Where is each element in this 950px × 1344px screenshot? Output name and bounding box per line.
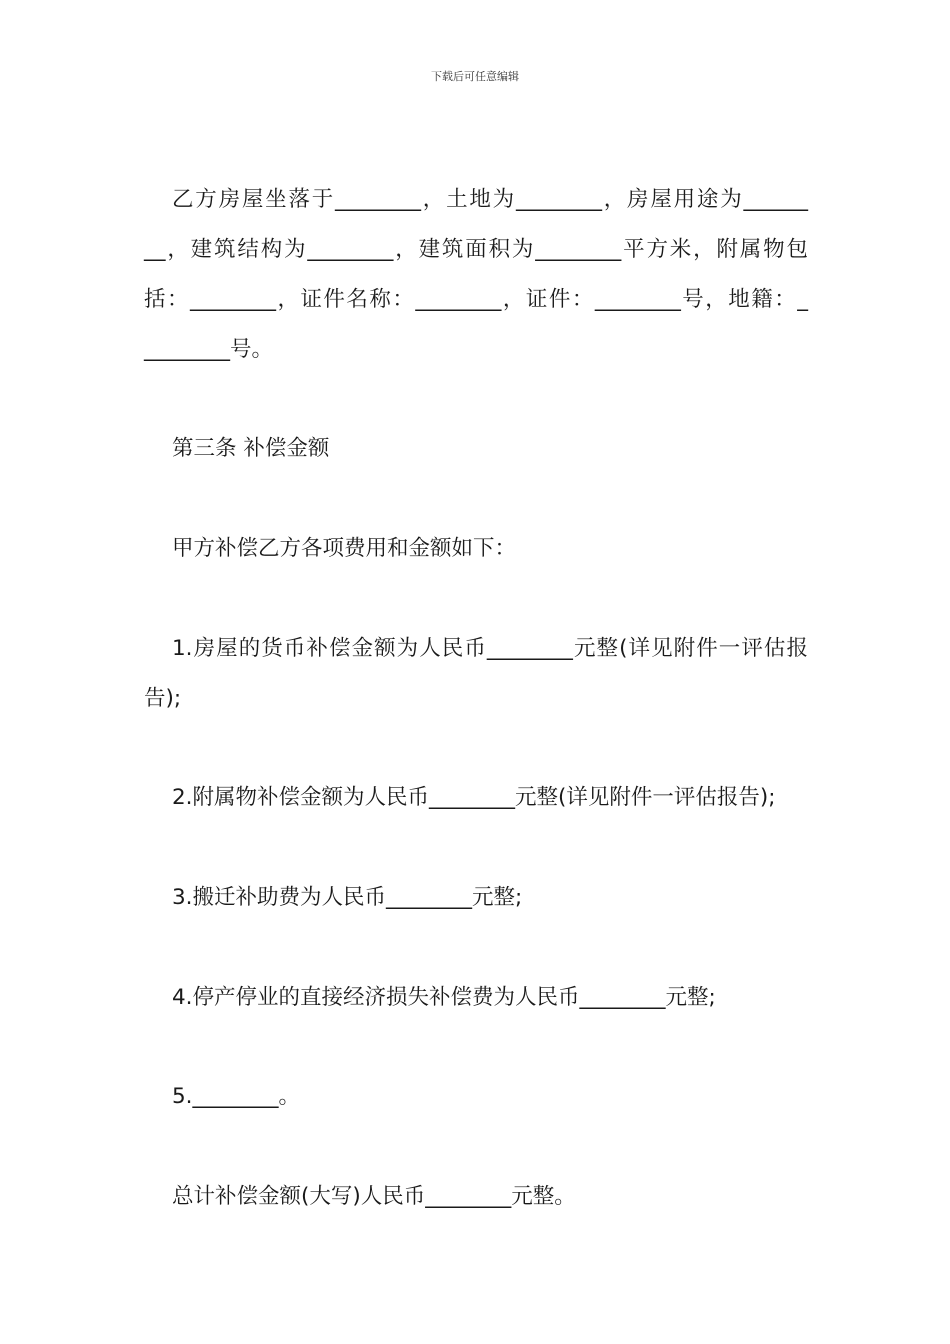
intro-text: 甲方补偿乙方各项费用和金额如下：	[172, 536, 517, 561]
item-5: 5.________。	[172, 1084, 301, 1109]
item-3: 3.搬迁补助费为人民币________元整;	[172, 885, 523, 910]
location-line-4: ________号。	[144, 337, 274, 362]
item-2: 2.附属物补偿金额为人民币________元整(详见附件一评估报告);	[172, 785, 776, 810]
location-line-2: __，建筑结构为________，建筑面积为________平方米，附属物包	[144, 237, 808, 262]
item-1-line-2: 告);	[144, 686, 182, 711]
section-heading: 第三条 补偿金额	[172, 436, 330, 461]
location-line-1: 乙方房屋坐落于________，土地为________，房屋用途为______	[172, 187, 808, 212]
total-line: 总计补偿金额(大写)人民币________元整。	[172, 1184, 576, 1209]
item-4: 4.停产停业的直接经济损失补偿费为人民币________元整;	[172, 985, 716, 1010]
item-1-line-1: 1.房屋的货币补偿金额为人民币________元整(详见附件一评估报	[172, 636, 808, 661]
location-line-3: 括：________，证件名称：________，证件：________号，地籍：_	[144, 287, 808, 312]
page-header: 下载后可任意编辑	[431, 70, 519, 83]
